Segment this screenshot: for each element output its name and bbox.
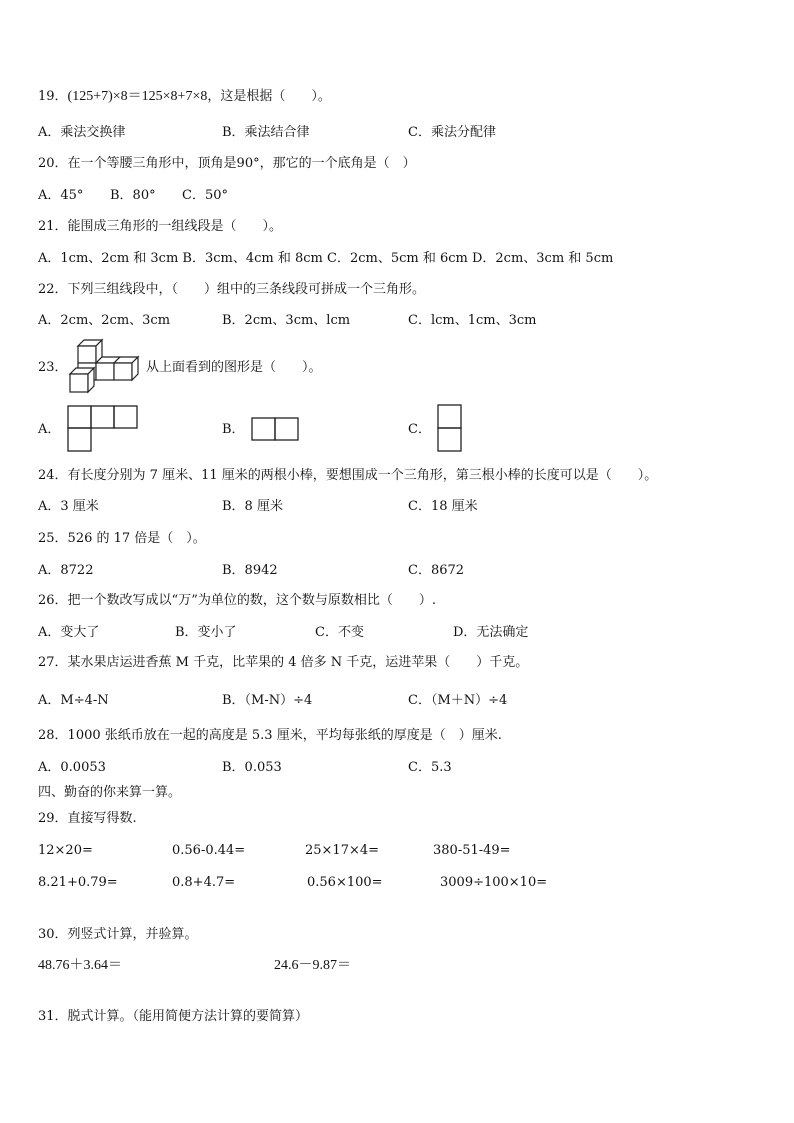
q22-stem: 22．下列三组线段中，（ ）组中的三条线段可拼成一个三角形。 <box>38 282 426 297</box>
q23-option-a: A． <box>38 422 61 437</box>
q23-option-c-figure <box>437 404 463 454</box>
q21-options: A．1cm、2cm 和 3cm B．3cm、4cm 和 8cm C．2cm、5cm 和 6cm D．2cm、3cm 和 5cm <box>38 251 614 266</box>
q23-option-a-figure <box>67 405 139 453</box>
q26-option-d: D．无法确定 <box>453 625 529 640</box>
q24-option-a: A．3 厘米 <box>38 499 99 514</box>
q23-option-b-figure <box>251 417 301 442</box>
q26-option-c: C．不变 <box>315 625 364 640</box>
q28-option-c: C．5.3 <box>408 760 452 775</box>
q20-option-c: C．50° <box>182 188 228 203</box>
q26-option-a: A．变大了 <box>38 625 100 640</box>
q28-stem: 28．1000 张纸币放在一起的高度是 5.3 厘米，平均每张纸的厚度是（ ）厘米. <box>38 728 502 743</box>
q27-option-c: C．（M＋N）÷4 <box>408 693 508 708</box>
q19-text: ，这是根据（ ）。 <box>207 89 331 104</box>
q29-r1-item-3: 25×17×4= <box>305 843 380 858</box>
q23-number: 23． <box>38 360 68 375</box>
q20-option-a: A．45° <box>38 188 84 203</box>
q25-option-a: A．8722 <box>38 563 94 578</box>
q20-stem: 20．在一个等腰三角形中，顶角是90°，那它的一个底角是（ ） <box>38 156 416 171</box>
q31-stem: 31．脱式计算。（能用简便方法计算的要简算） <box>38 1009 309 1024</box>
q19-expression: (125+7)×8＝125×8+7×8 <box>67 89 208 104</box>
q30-expression-2: 24.6－9.87＝ <box>274 958 351 973</box>
q21-stem: 21．能围成三角形的一组线段是（ ）。 <box>38 219 283 234</box>
q20-option-b: B．80° <box>110 188 156 203</box>
q27-option-a: A．M÷4-N <box>38 693 109 708</box>
q19-stem <box>38 88 331 106</box>
q29-r1-item-1: 12×20= <box>38 843 93 858</box>
q22-option-b: B．2cm、3cm、lcm <box>222 313 351 328</box>
q29-r2-item-4: 3009÷100×10= <box>440 875 548 890</box>
q28-option-b: B．0.053 <box>222 760 282 775</box>
q25-option-b: B．8942 <box>222 563 278 578</box>
section-4-heading: 四、勤奋的你来算一算。 <box>38 785 182 800</box>
q30-stem: 30．列竖式计算，并验算。 <box>38 927 198 942</box>
q19-option-a: A．乘法交换律 <box>38 125 126 140</box>
q25-stem: 25．526 的 17 倍是（ ）。 <box>38 531 206 546</box>
q23-stem: 从上面看到的图形是（ ）。 <box>146 360 322 375</box>
q29-r1-item-2: 0.56-0.44= <box>172 843 246 858</box>
q24-stem: 24．有长度分别为 7 厘米、11 厘米的两根小棒，要想围成一个三角形，第三根小棒的长度可以是（ ）。 <box>38 468 658 483</box>
q24-option-c: C．18 厘米 <box>408 499 478 514</box>
q25-option-c: C．8672 <box>408 563 465 578</box>
q23-cube-stack-figure <box>68 336 146 394</box>
q22-option-c: C．lcm、1cm、3cm <box>408 313 537 328</box>
q19-number: 19． <box>38 89 68 104</box>
q29-r1-item-4: 380-51-49= <box>433 843 511 858</box>
q23-option-b: B． <box>222 422 245 437</box>
q27-option-b: B．（M-N）÷4 <box>222 693 313 708</box>
q26-option-b: B．变小了 <box>175 625 237 640</box>
q29-r2-item-1: 8.21+0.79= <box>38 875 118 890</box>
q29-r2-item-3: 0.56×100= <box>307 875 383 890</box>
q29-stem: 29．直接写得数. <box>38 811 137 826</box>
q26-stem: 26．把一个数改写成以“万”为单位的数，这个数与原数相比（ ）. <box>38 593 436 608</box>
q19-option-b: B．乘法结合律 <box>222 125 310 140</box>
q22-option-a: A．2cm、2cm、3cm <box>38 313 171 328</box>
q24-option-b: B．8 厘米 <box>222 499 283 514</box>
q23-option-c: C． <box>408 422 431 437</box>
q28-option-a: A．0.0053 <box>38 760 106 775</box>
q19-option-c: C．乘法分配律 <box>408 125 496 140</box>
q27-stem: 27．某水果店运进香蕉 M 千克，比苹果的 4 倍多 N 千克，运进苹果（ ）千克。 <box>38 655 529 670</box>
q29-r2-item-2: 0.8+4.7= <box>172 875 236 890</box>
q30-expression-1: 48.76＋3.64＝ <box>38 958 122 973</box>
